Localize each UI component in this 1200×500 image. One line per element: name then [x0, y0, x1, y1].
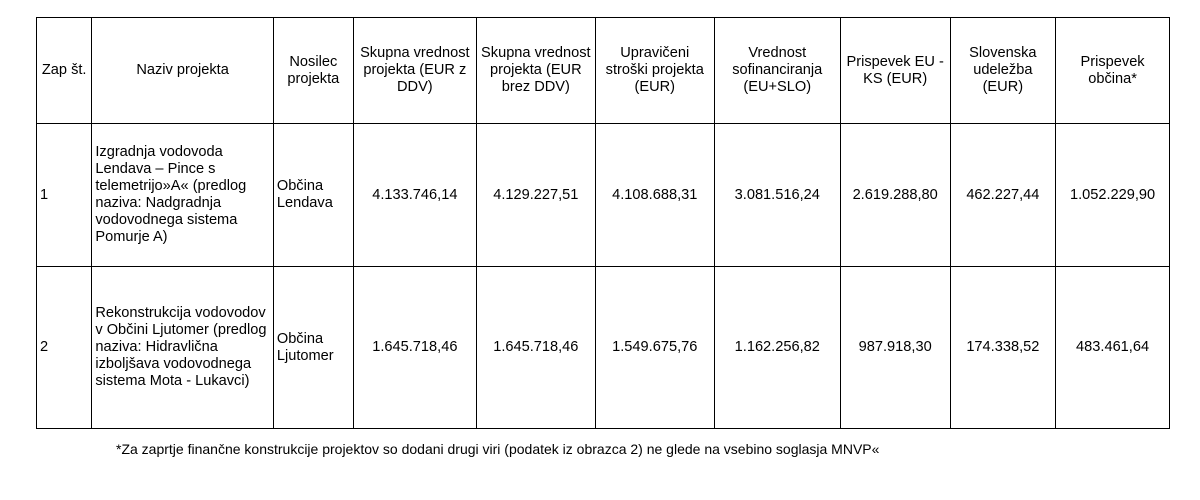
- header-row: [37, 18, 1170, 124]
- header-naziv: Naziv projekta: [92, 18, 273, 124]
- cell-obcina: 1.052.229,90: [1056, 124, 1170, 267]
- cell-slo: 174.338,52: [950, 267, 1056, 429]
- header-slo: Slovenska udeležba (EUR): [950, 18, 1056, 124]
- projects-table: [36, 17, 1170, 429]
- header-nosilec: Nosilec projekta: [273, 18, 353, 124]
- header-zap: Zap št.: [37, 18, 92, 124]
- table-row: [37, 124, 1170, 267]
- header-upraviceni: Upravičeni stroški projekta (EUR): [595, 18, 714, 124]
- header-obcina: Prispevek občina*: [1056, 18, 1170, 124]
- header-eu-ks: Prispevek EU - KS (EUR): [840, 18, 950, 124]
- cell-nosilec: Občina Lendava: [273, 124, 353, 267]
- cell-sofinanciranje: 3.081.516,24: [714, 124, 840, 267]
- cell-skupna-brez-ddv: 4.129.227,51: [476, 124, 595, 267]
- cell-naziv: Rekonstrukcija vodovodov v Občini Ljutomer (predlog naziva: Hidravlična izboljšava vodovodnega sistema Mota - Lukavci): [92, 267, 273, 429]
- footnote: *Za zaprtje finančne konstrukcije projektov so dodani drugi viri (podatek iz obrazca 2) ne glede na vsebino soglasja MNVP«: [116, 441, 880, 457]
- cell-skupna-brez-ddv: 1.645.718,46: [476, 267, 595, 429]
- cell-zap: 1: [37, 124, 92, 267]
- header-sofinanciranje: Vrednost sofinanciranja (EU+SLO): [714, 18, 840, 124]
- header-skupna-brez-ddv: Skupna vrednost projekta (EUR brez DDV): [476, 18, 595, 124]
- cell-eu-ks: 987.918,30: [840, 267, 950, 429]
- cell-skupna-z-ddv: 1.645.718,46: [353, 267, 476, 429]
- cell-upraviceni: 1.549.675,76: [595, 267, 714, 429]
- cell-nosilec: Občina Ljutomer: [273, 267, 353, 429]
- cell-obcina: 483.461,64: [1056, 267, 1170, 429]
- cell-skupna-z-ddv: 4.133.746,14: [353, 124, 476, 267]
- cell-slo: 462.227,44: [950, 124, 1056, 267]
- cell-eu-ks: 2.619.288,80: [840, 124, 950, 267]
- cell-naziv: Izgradnja vodovoda Lendava – Pince s telemetrijo»A« (predlog naziva: Nadgradnja vodovodnega sistema Pomurje A): [92, 124, 273, 267]
- table-row: [37, 267, 1170, 429]
- header-skupna-z-ddv: Skupna vrednost projekta (EUR z DDV): [353, 18, 476, 124]
- cell-sofinanciranje: 1.162.256,82: [714, 267, 840, 429]
- cell-zap: 2: [37, 267, 92, 429]
- cell-upraviceni: 4.108.688,31: [595, 124, 714, 267]
